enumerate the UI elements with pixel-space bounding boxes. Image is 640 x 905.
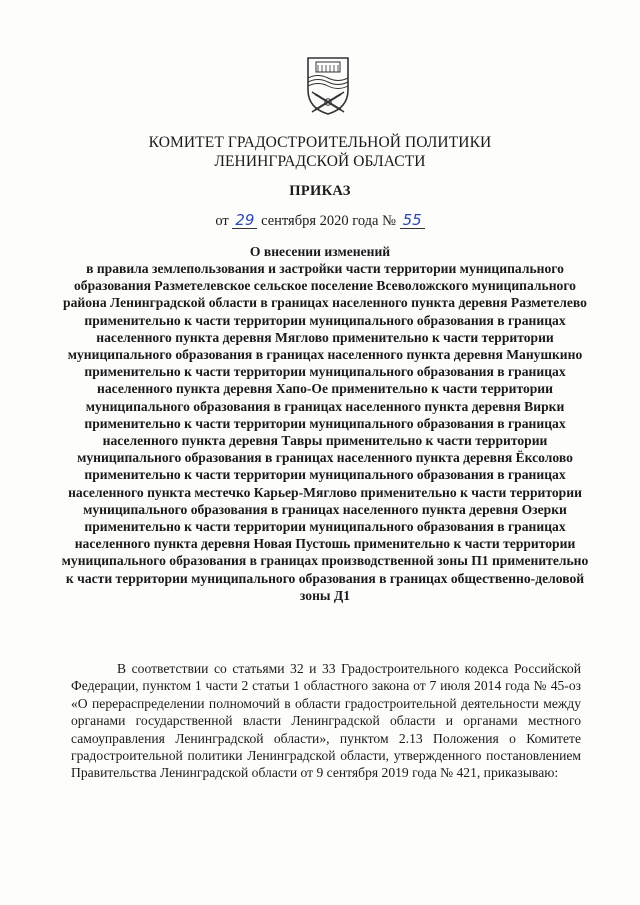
order-month-year: сентября 2020 года № xyxy=(261,213,396,229)
date-prefix: от xyxy=(215,213,229,229)
body-paragraph: В соответствии со статьями 32 и 33 Градостроительного кодекса Российской Федерации, пунктом 1 части 2 статьи 1 областного закона от 7 июля 2014 года № 45-оз «О перераспределении полномочий в области градостроительной деятельности между органами государственной власти Ленинградской области и органами местного самоуправления Ленинградской области», пунктом 2.13 Положения о Комитете градостроительной политики Ленинградской области, утвержденного постановлением Правительства Ленинградской области от 9 сентября 2019 года № 421, приказываю: xyxy=(71,661,581,781)
order-day-handwritten: 29 xyxy=(232,213,257,229)
document-title: ПРИКАЗ xyxy=(289,183,351,199)
order-date-line xyxy=(0,213,640,230)
org-name-line1: КОМИТЕТ ГРАДОСТРОИТЕЛЬНОЙ ПОЛИТИКИ xyxy=(148,134,492,151)
org-name-line2: ЛЕНИНГРАДСКОЙ ОБЛАСТИ xyxy=(214,153,426,170)
order-number-handwritten: 55 xyxy=(400,213,425,229)
leningrad-oblast-coat-of-arms-icon xyxy=(305,56,351,116)
subject-text: в правила землепользования и застройки части территории муниципального образования Разметелевское сельское поселение Всеволожского муниципального района Ленинградской области в границах населенного пункта деревня Разметелево применительно к части территории муниципального образования в границах населенного пункта деревня Мяглово применительно к части территории муниципального образования в границах населенного пункта деревня Манушкино применительно к части территории муниципального образования в границах населенного пункта деревня Хапо-Ое применительно к части территории муниципального образования в границах населенного пункта деревня Вирки применительно к части территории муниципального образования в границах населенного пункта деревня Тавры применительно к части территории муниципального образования в границах населенного пункта деревня Ёксолово применительно к части территории муниципального образования в границах населенного пункта местечко Карьер-Мяглово применительно к части территории муниципального образования в границах населенного пункта деревня Озерки применительно к части территории муниципального образования в границах населенного пункта деревня Новая Пустошь применительно к части территории муниципального образования в границах производственной зоны П1 применительно к части территории муниципального образования в границах общественно-деловой зоны Д1 xyxy=(61,261,589,603)
subject-heading: О внесении изменений xyxy=(249,244,391,259)
